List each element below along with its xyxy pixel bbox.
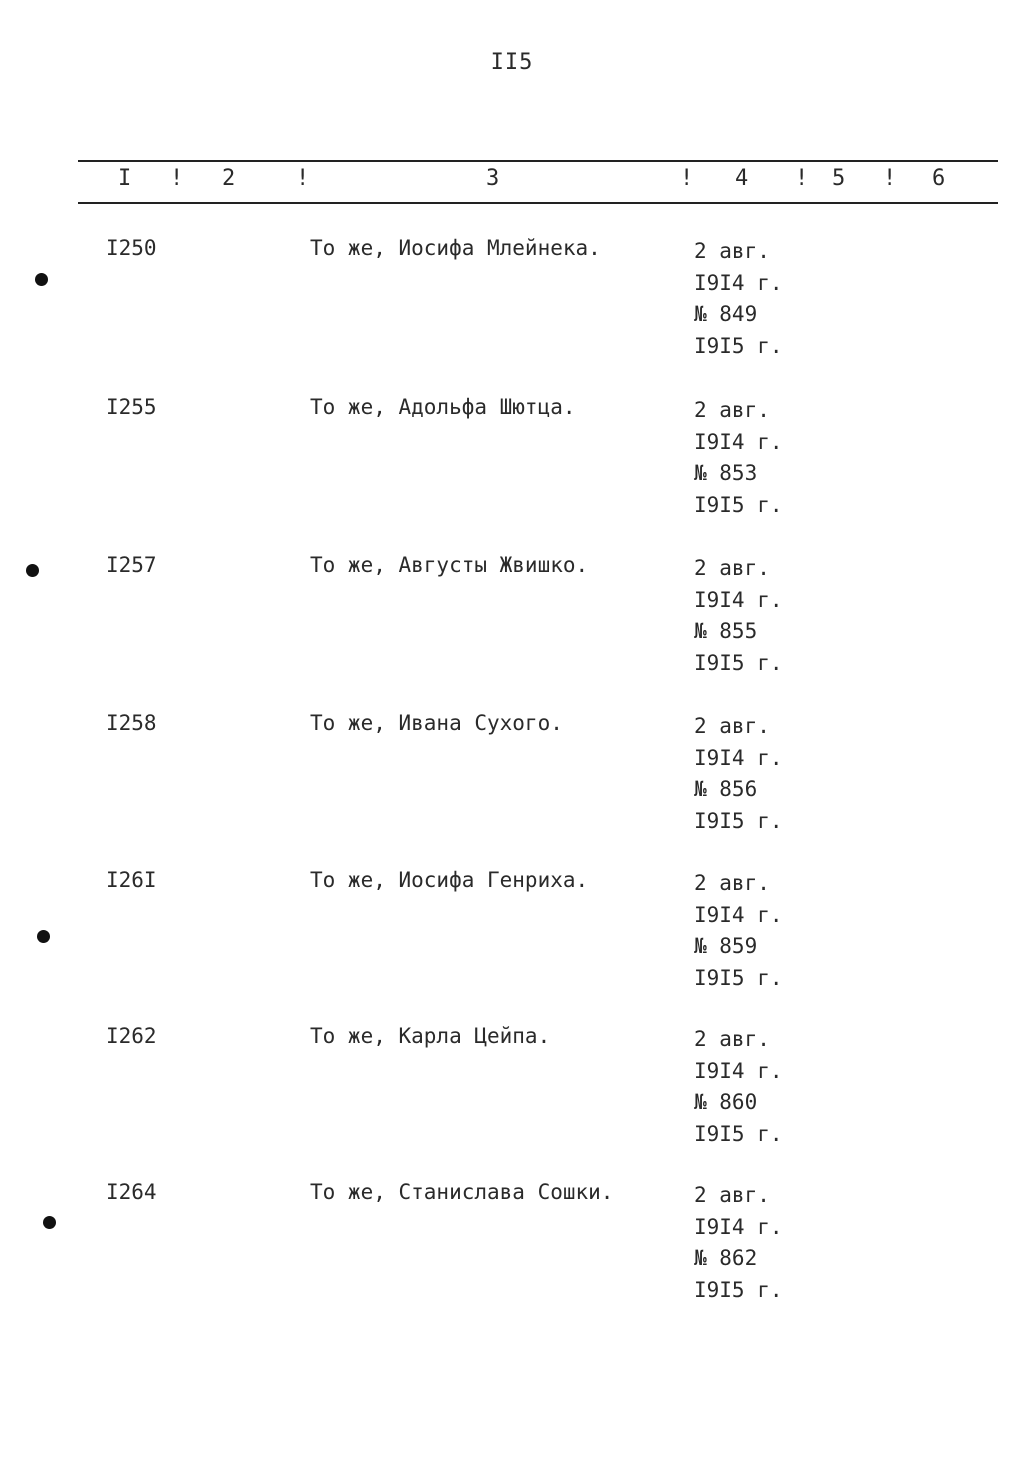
entry-year-2: I9I5 г. — [694, 965, 783, 990]
entry-date: 2 авг. — [694, 1183, 770, 1207]
entry-description: То же, Адольфа Шютца. — [310, 395, 576, 419]
entry-number: I258 — [106, 711, 157, 735]
entry-dates — [694, 1180, 783, 1306]
entry-document-number: № 862 — [694, 1246, 758, 1270]
entry-year: I9I4 г. — [694, 429, 783, 454]
entry-dates — [694, 711, 783, 837]
entry-date: 2 авг. — [694, 398, 770, 422]
entry-document-number: № 855 — [694, 619, 758, 643]
column-separator: ! — [883, 166, 897, 191]
page-number: II5 — [490, 50, 534, 75]
entry-year: I9I4 г. — [694, 745, 783, 770]
column-separator: ! — [795, 166, 809, 191]
entry-description: То же, Ивана Сухого. — [310, 711, 563, 735]
entry-number: I255 — [106, 395, 157, 419]
entry-document-number: № 860 — [694, 1090, 758, 1114]
column-header-3: 3 — [486, 166, 500, 191]
entry-year-2: I9I5 г. — [694, 1121, 783, 1146]
entry-year: I9I4 г. — [694, 902, 783, 927]
entry-date: 2 авг. — [694, 556, 770, 580]
entry-description: То же, Карла Цейпа. — [310, 1024, 551, 1048]
entry-year-2: I9I5 г. — [694, 1277, 783, 1302]
entry-number: I257 — [106, 553, 157, 577]
entry-dates — [694, 868, 783, 994]
entry-date: 2 авг. — [694, 714, 770, 738]
entry-document-number: № 856 — [694, 777, 758, 801]
entry-date: 2 авг. — [694, 239, 770, 263]
entry-description: То же, Иосифа Генриха. — [310, 868, 589, 892]
entry-description: То же, Иосифа Млейнека. — [310, 236, 601, 260]
list-item — [0, 395, 1024, 535]
column-header-5: 5 — [832, 166, 846, 191]
entry-year: I9I4 г. — [694, 1058, 783, 1083]
entry-date: 2 авг. — [694, 871, 770, 895]
entry-document-number: № 849 — [694, 302, 758, 326]
entry-dates — [694, 1024, 783, 1150]
list-item — [0, 868, 1024, 1008]
column-separator: ! — [680, 166, 694, 191]
entry-description: То же, Августы Жвишко. — [310, 553, 589, 577]
list-item — [0, 553, 1024, 693]
entry-number: I250 — [106, 236, 157, 260]
entry-dates — [694, 395, 783, 521]
entry-year-2: I9I5 г. — [694, 492, 783, 517]
entry-year: I9I4 г. — [694, 587, 783, 612]
punch-hole-mark — [37, 930, 50, 943]
entry-number: I262 — [106, 1024, 157, 1048]
punch-hole-mark — [35, 273, 48, 286]
punch-hole-mark — [26, 564, 39, 577]
entry-number: I264 — [106, 1180, 157, 1204]
entry-description: То же, Станислава Сошки. — [310, 1180, 614, 1204]
entry-document-number: № 859 — [694, 934, 758, 958]
entry-year-2: I9I5 г. — [694, 333, 783, 358]
list-item — [0, 236, 1024, 376]
column-header-4: 4 — [735, 166, 749, 191]
punch-hole-mark — [43, 1216, 56, 1229]
entry-number: I26I — [106, 868, 157, 892]
header-rule-bottom — [78, 202, 998, 204]
entry-date: 2 авг. — [694, 1027, 770, 1051]
column-separator: ! — [170, 166, 184, 191]
column-header-2: 2 — [222, 166, 236, 191]
entry-dates — [694, 236, 783, 362]
column-separator: ! — [296, 166, 310, 191]
list-item — [0, 1024, 1024, 1164]
entry-year-2: I9I5 г. — [694, 650, 783, 675]
list-item — [0, 711, 1024, 851]
entry-year: I9I4 г. — [694, 270, 783, 295]
column-header-6: 6 — [932, 166, 946, 191]
entry-dates — [694, 553, 783, 679]
entry-document-number: № 853 — [694, 461, 758, 485]
entry-year: I9I4 г. — [694, 1214, 783, 1239]
column-header-1: I — [118, 166, 132, 191]
header-rule-top — [78, 160, 998, 162]
entry-year-2: I9I5 г. — [694, 808, 783, 833]
list-item — [0, 1180, 1024, 1320]
